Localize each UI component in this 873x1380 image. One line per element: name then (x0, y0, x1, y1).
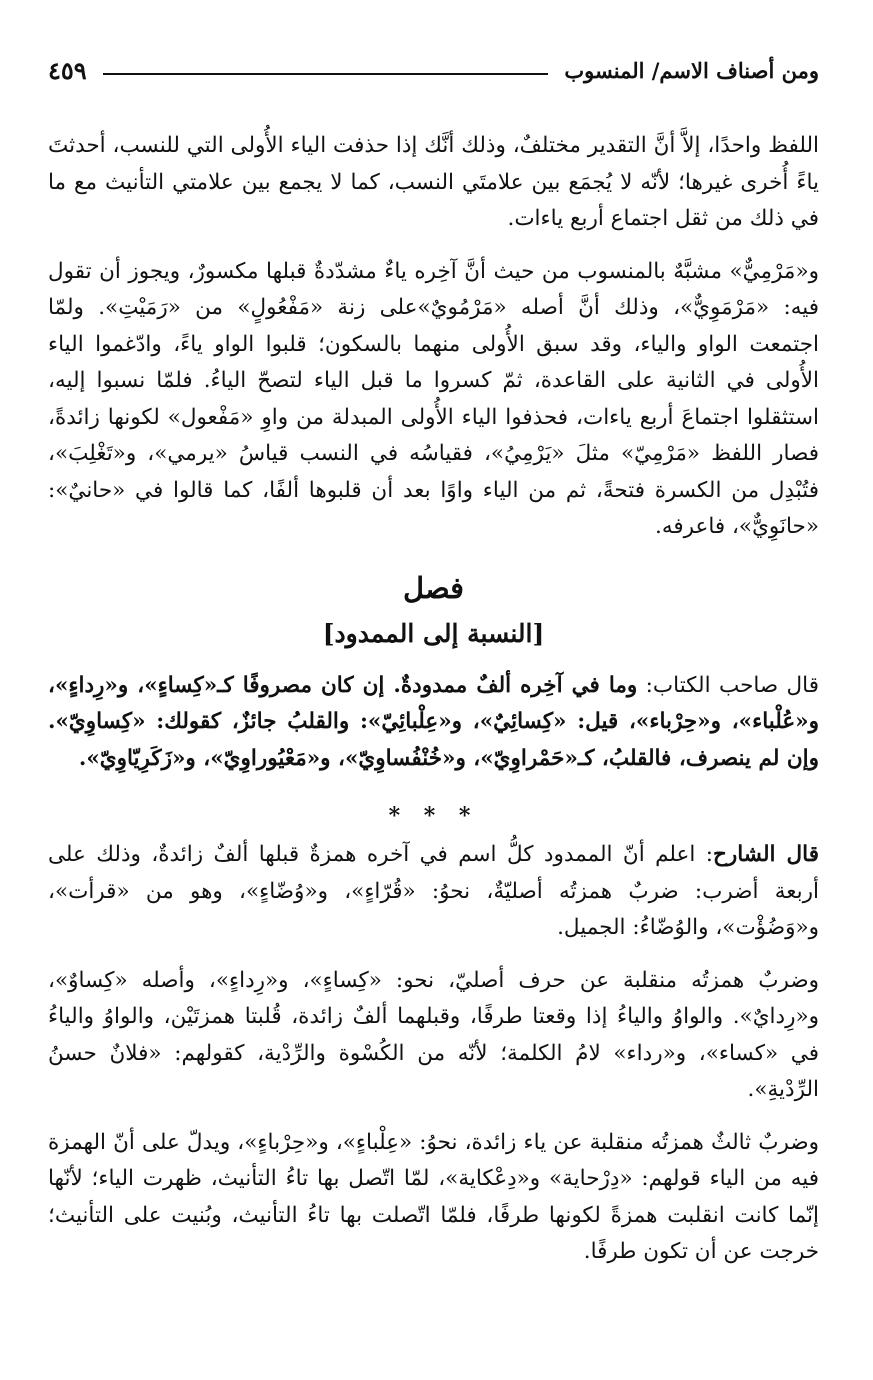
commentary-paragraph-3: وضربٌ ثالثٌ همزتُه منقلبة عن ياء زائدة، نحوُ: «عِلْباءٍ»، و«حِرْباءٍ»، ويدلّ على أنّ الهمزة فيه من الياء قولهم: «دِرْحاية» و«دِعْكاية»، لمّا اتّصل بها تاءُ التأنيث، ظهرت الياء؛ لأنّها إنّما كانت انقلبت همزةً لكونها طرفًا، فلمّا اتّصلت بها تاءُ التأنيث، وبُنيت على التأنيث؛ خرجت عن أن تكون طرفًا. (48, 1129, 819, 1264)
commentator-label: قال الشارح (712, 842, 819, 867)
running-title: ومن أصناف الاسم/ المنسوب (564, 57, 819, 83)
section-heading: فصل (403, 570, 464, 605)
header-rule (103, 73, 549, 75)
running-header (48, 50, 819, 90)
commentary-paragraph-1 (48, 837, 819, 947)
paragraph-2: و«مَرْمِيٌّ» مشبَّهٌ بالمنسوب من حيث أنَّ آخِره ياءٌ مشدّدةٌ قبلها مكسورٌ، ويجوز أن تقول فيه: «مَرْمَوِيٌّ»، وذلك أنَّ أصله «مَرْمُويٌ»على زنة «مَفْعُولٍ» من «رَمَيْتِ». ولمّا اجتمعت الواو والياء، وقد سبق الأُولى منهما بالسكون؛ قلبوا الواو ياءً، وادّغموا الياء الأُولى في الثانية على القاعدة، ثمّ كسروا ما قبل الياء لتصحّ الياءُ. فلمّا نسبوا إليه، استثقلوا اجتماعَ أربع ياءات، فحذفوا الياء الأُولى المبدلة من واوِ «مَفْعول» لكونها زائدةً، فصار اللفظ «مَرْمِيّ» مثلَ «يَرْمِيُ»، فقياسُه في النسب قياسُ «يرمي»، و«تَغْلِبَ»، فتُبْدِل من الكسرة فتحةً، ثم من الياء واوًا بعد أن قلبوها ألفًا، كما قالوا في «حانيٌ»: «حانَوِيٌّ»، فاعرفه. (48, 258, 819, 539)
author-quote (48, 668, 819, 778)
quote-text: وما في آخِره ألفٌ ممدودةٌ. إن كان مصروفًا كـ«كِساءٍ»، و«رِداءٍ»، و«عُلْباء»، و«حِرْباء»، قيل: «كِسائِيٌ»، و«عِلْبائِيّ»: والقلبُ جائزٌ، كقولك: «كِساوِيّ». وإن لم ينصرف، فالقلبُ، كـ«حَمْراوِيّ»، و«خُنْفُساوِيّ»، و«مَعْيُوراوِيّ»، و«زَكَرِيّاوِيّ». (48, 672, 819, 771)
quote-intro: قال صاحب الكتاب: (637, 672, 819, 698)
commentary-text-1: : اعلم أنّ الممدود كلُّ اسم في آخره همزةٌ قبلها ألفٌ زائدةٌ، وذلك على أربعة أضرب: ضربٌ همزتُه أصليّةٌ، نحوُ: «قُرّاءٍ»، و«وُضّاءٍ»، وهو من «قرأت»، و«وَضُؤْت»، والوُضّاءُ: الجميل. (48, 842, 819, 940)
separator-stars: * * * (388, 803, 479, 829)
page-number: ٤٥٩ (48, 55, 87, 85)
paragraph-1: اللفظ واحدًا، إلاَّ أنَّ التقدير مختلفٌ، وذلك أنَّك إذا حذفت الياء الأُولى التي للنسب، أحدثتَ ياءً أُخرى غيرها؛ لأنّه لا يُجمَع بين علامتَي النسب، كما لا يجمع بين علامتي التأنيث مع ما في ذلك من ثقل اجتماع أربع ياءات. (48, 133, 819, 231)
commentary-paragraph-2: وضربٌ همزتُه منقلبة عن حرف أصليّ، نحو: «كِساءٍ»، و«رِداءٍ»، وأصله «كِساوٌ»، و«رِدايٌ». والواوُ والياءُ إذا وقعتا طرفًا، وقبلهما ألفٌ زائدة، قُلبتا همزتَيْن، والواوُ والياءُ في «كساء»، و«رداء» لامُ الكلمة؛ لأنّه من الكُسْوة والرِّدْية، كقولهم: «فلانٌ حسنُ الرِّدْيةِ». (48, 967, 819, 1102)
section-subheading: [النسبة إلى الممدود] (322, 618, 545, 648)
